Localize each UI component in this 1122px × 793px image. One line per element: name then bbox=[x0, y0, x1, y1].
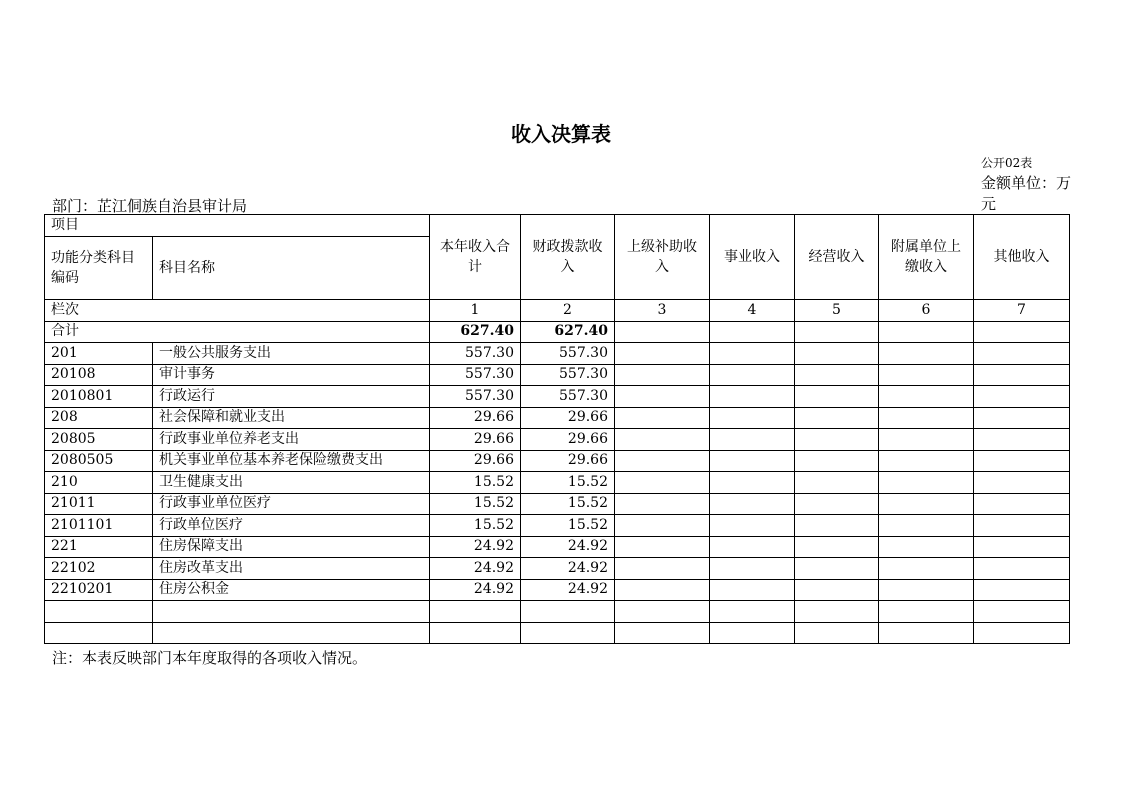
subject-name: 社会保障和就业支出 bbox=[153, 407, 430, 429]
amount-cell: 15.52 bbox=[430, 472, 521, 494]
amount-cell: 24.92 bbox=[430, 579, 521, 601]
table-row bbox=[45, 515, 1070, 537]
column-number: 3 bbox=[615, 300, 710, 322]
column-number: 5 bbox=[795, 300, 879, 322]
amount-cell bbox=[795, 407, 879, 429]
amount-cell bbox=[879, 386, 974, 408]
amount-cell: 29.66 bbox=[521, 429, 615, 451]
amount-cell bbox=[974, 536, 1070, 558]
amount-cell bbox=[974, 579, 1070, 601]
header-col-4: 事业收入 bbox=[710, 215, 795, 300]
total-value bbox=[710, 321, 795, 343]
amount-cell: 557.30 bbox=[430, 386, 521, 408]
column-number: 7 bbox=[974, 300, 1070, 322]
subject-name: 住房保障支出 bbox=[153, 536, 430, 558]
subject-code bbox=[45, 622, 153, 644]
table-row bbox=[45, 472, 1070, 494]
amount-cell bbox=[974, 386, 1070, 408]
amount-cell bbox=[710, 364, 795, 386]
amount-cell bbox=[795, 536, 879, 558]
form-number: 公开02表 bbox=[981, 156, 1033, 170]
subject-name: 审计事务 bbox=[153, 364, 430, 386]
amount-cell bbox=[974, 450, 1070, 472]
total-value bbox=[974, 321, 1070, 343]
table-row bbox=[45, 407, 1070, 429]
income-table bbox=[44, 214, 1070, 644]
amount-cell bbox=[710, 601, 795, 623]
table-header bbox=[45, 215, 1070, 343]
table-row bbox=[45, 364, 1070, 386]
amount-cell bbox=[974, 407, 1070, 429]
header-col-3: 上级补助收入 bbox=[615, 215, 710, 300]
amount-cell: 29.66 bbox=[521, 407, 615, 429]
amount-cell: 24.92 bbox=[521, 558, 615, 580]
amount-cell bbox=[795, 515, 879, 537]
subject-name: 行政运行 bbox=[153, 386, 430, 408]
column-number: 6 bbox=[879, 300, 974, 322]
subject-code: 201 bbox=[45, 343, 153, 365]
total-value bbox=[879, 321, 974, 343]
page-title: 收入决算表 bbox=[511, 122, 611, 146]
amount-cell bbox=[879, 450, 974, 472]
subject-code: 210 bbox=[45, 472, 153, 494]
amount-cell bbox=[795, 493, 879, 515]
total-value: 627.40 bbox=[521, 321, 615, 343]
subject-code: 22102 bbox=[45, 558, 153, 580]
subject-code bbox=[45, 601, 153, 623]
amount-cell: 29.66 bbox=[521, 450, 615, 472]
subject-name bbox=[153, 622, 430, 644]
header-col-7: 其他收入 bbox=[974, 215, 1070, 300]
amount-cell: 24.92 bbox=[521, 579, 615, 601]
amount-cell bbox=[615, 579, 710, 601]
amount-cell bbox=[710, 515, 795, 537]
amount-cell bbox=[615, 407, 710, 429]
amount-cell bbox=[795, 386, 879, 408]
subject-code: 2101101 bbox=[45, 515, 153, 537]
amount-cell: 15.52 bbox=[521, 493, 615, 515]
subject-code: 2010801 bbox=[45, 386, 153, 408]
subject-code: 208 bbox=[45, 407, 153, 429]
amount-cell: 24.92 bbox=[430, 558, 521, 580]
subject-code: 20805 bbox=[45, 429, 153, 451]
amount-cell bbox=[615, 386, 710, 408]
amount-cell bbox=[521, 601, 615, 623]
table-body bbox=[45, 343, 1070, 644]
subject-code: 2080505 bbox=[45, 450, 153, 472]
table-row bbox=[45, 558, 1070, 580]
subject-name: 机关事业单位基本养老保险缴费支出 bbox=[153, 450, 430, 472]
amount-cell bbox=[795, 364, 879, 386]
amount-cell bbox=[879, 558, 974, 580]
amount-cell bbox=[795, 579, 879, 601]
amount-cell bbox=[974, 343, 1070, 365]
amount-cell bbox=[710, 472, 795, 494]
amount-cell bbox=[879, 472, 974, 494]
amount-cell bbox=[710, 558, 795, 580]
amount-cell: 24.92 bbox=[430, 536, 521, 558]
department-label: 部门：芷江侗族自治县审计局 bbox=[52, 197, 248, 215]
table-row bbox=[45, 386, 1070, 408]
total-value: 627.40 bbox=[430, 321, 521, 343]
column-number: 1 bbox=[430, 300, 521, 322]
amount-cell bbox=[974, 558, 1070, 580]
column-number: 2 bbox=[521, 300, 615, 322]
amount-cell bbox=[710, 579, 795, 601]
amount-cell bbox=[710, 450, 795, 472]
subject-name: 卫生健康支出 bbox=[153, 472, 430, 494]
amount-cell bbox=[879, 429, 974, 451]
amount-cell bbox=[615, 364, 710, 386]
amount-cell: 557.30 bbox=[521, 343, 615, 365]
table-row bbox=[45, 579, 1070, 601]
table-row bbox=[45, 622, 1070, 644]
subject-name: 住房公积金 bbox=[153, 579, 430, 601]
amount-cell bbox=[710, 536, 795, 558]
amount-cell bbox=[710, 429, 795, 451]
amount-cell bbox=[615, 429, 710, 451]
table-row bbox=[45, 429, 1070, 451]
amount-cell bbox=[879, 515, 974, 537]
amount-cell bbox=[795, 450, 879, 472]
amount-cell bbox=[795, 601, 879, 623]
amount-cell bbox=[879, 407, 974, 429]
header-col-5: 经营收入 bbox=[795, 215, 879, 300]
amount-cell: 29.66 bbox=[430, 407, 521, 429]
header-col-6: 附属单位上缴收入 bbox=[879, 215, 974, 300]
table-note: 注：本表反映部门本年度取得的各项收入情况。 bbox=[52, 649, 368, 667]
amount-cell bbox=[710, 493, 795, 515]
amount-unit: 金额单位：万元 bbox=[981, 174, 1072, 213]
amount-cell bbox=[974, 515, 1070, 537]
amount-cell bbox=[974, 493, 1070, 515]
amount-cell bbox=[795, 343, 879, 365]
subject-name: 一般公共服务支出 bbox=[153, 343, 430, 365]
amount-cell bbox=[615, 536, 710, 558]
table-row bbox=[45, 601, 1070, 623]
amount-cell: 557.30 bbox=[430, 343, 521, 365]
amount-cell bbox=[615, 450, 710, 472]
amount-cell bbox=[710, 343, 795, 365]
amount-cell: 557.30 bbox=[521, 386, 615, 408]
header-col-2: 财政拨款收入 bbox=[521, 215, 615, 300]
amount-cell bbox=[615, 343, 710, 365]
amount-cell bbox=[710, 407, 795, 429]
column-number-label: 栏次 bbox=[45, 300, 430, 322]
subject-name: 行政单位医疗 bbox=[153, 515, 430, 537]
amount-cell bbox=[795, 429, 879, 451]
amount-cell bbox=[974, 364, 1070, 386]
amount-cell: 15.52 bbox=[521, 472, 615, 494]
amount-cell bbox=[974, 472, 1070, 494]
amount-cell: 557.30 bbox=[430, 364, 521, 386]
amount-cell bbox=[795, 622, 879, 644]
total-value bbox=[795, 321, 879, 343]
amount-cell bbox=[615, 493, 710, 515]
header-col-1: 本年收入合计 bbox=[430, 215, 521, 300]
amount-cell bbox=[521, 622, 615, 644]
subject-name: 住房改革支出 bbox=[153, 558, 430, 580]
amount-cell: 24.92 bbox=[521, 536, 615, 558]
total-row bbox=[45, 321, 1070, 343]
amount-cell bbox=[879, 536, 974, 558]
amount-cell: 29.66 bbox=[430, 450, 521, 472]
subject-code: 21011 bbox=[45, 493, 153, 515]
table-row bbox=[45, 493, 1070, 515]
amount-cell bbox=[879, 493, 974, 515]
column-number-row bbox=[45, 300, 1070, 322]
subject-code: 221 bbox=[45, 536, 153, 558]
amount-cell bbox=[879, 601, 974, 623]
subject-code: 2210201 bbox=[45, 579, 153, 601]
amount-cell: 15.52 bbox=[430, 515, 521, 537]
table-row bbox=[45, 536, 1070, 558]
amount-cell bbox=[430, 622, 521, 644]
amount-cell: 29.66 bbox=[430, 429, 521, 451]
amount-cell bbox=[615, 472, 710, 494]
table-row bbox=[45, 343, 1070, 365]
total-label: 合计 bbox=[45, 321, 430, 343]
amount-cell bbox=[615, 515, 710, 537]
amount-cell bbox=[430, 601, 521, 623]
subject-name bbox=[153, 601, 430, 623]
header-code: 功能分类科目编码 bbox=[45, 237, 153, 300]
header-project: 项目 bbox=[45, 215, 430, 237]
amount-cell bbox=[795, 472, 879, 494]
amount-cell: 15.52 bbox=[521, 515, 615, 537]
amount-cell bbox=[879, 343, 974, 365]
amount-cell bbox=[974, 429, 1070, 451]
amount-cell bbox=[879, 579, 974, 601]
amount-cell bbox=[710, 622, 795, 644]
subject-name: 行政事业单位养老支出 bbox=[153, 429, 430, 451]
amount-cell bbox=[879, 622, 974, 644]
amount-cell: 15.52 bbox=[430, 493, 521, 515]
subject-code: 20108 bbox=[45, 364, 153, 386]
table-row bbox=[45, 450, 1070, 472]
amount-cell bbox=[615, 622, 710, 644]
amount-cell bbox=[974, 622, 1070, 644]
subject-name: 行政事业单位医疗 bbox=[153, 493, 430, 515]
amount-cell: 557.30 bbox=[521, 364, 615, 386]
column-number: 4 bbox=[710, 300, 795, 322]
amount-cell bbox=[615, 558, 710, 580]
amount-cell bbox=[974, 601, 1070, 623]
amount-cell bbox=[795, 558, 879, 580]
amount-cell bbox=[615, 601, 710, 623]
amount-cell bbox=[879, 364, 974, 386]
header-name: 科目名称 bbox=[153, 237, 430, 300]
total-value bbox=[615, 321, 710, 343]
amount-cell bbox=[710, 386, 795, 408]
